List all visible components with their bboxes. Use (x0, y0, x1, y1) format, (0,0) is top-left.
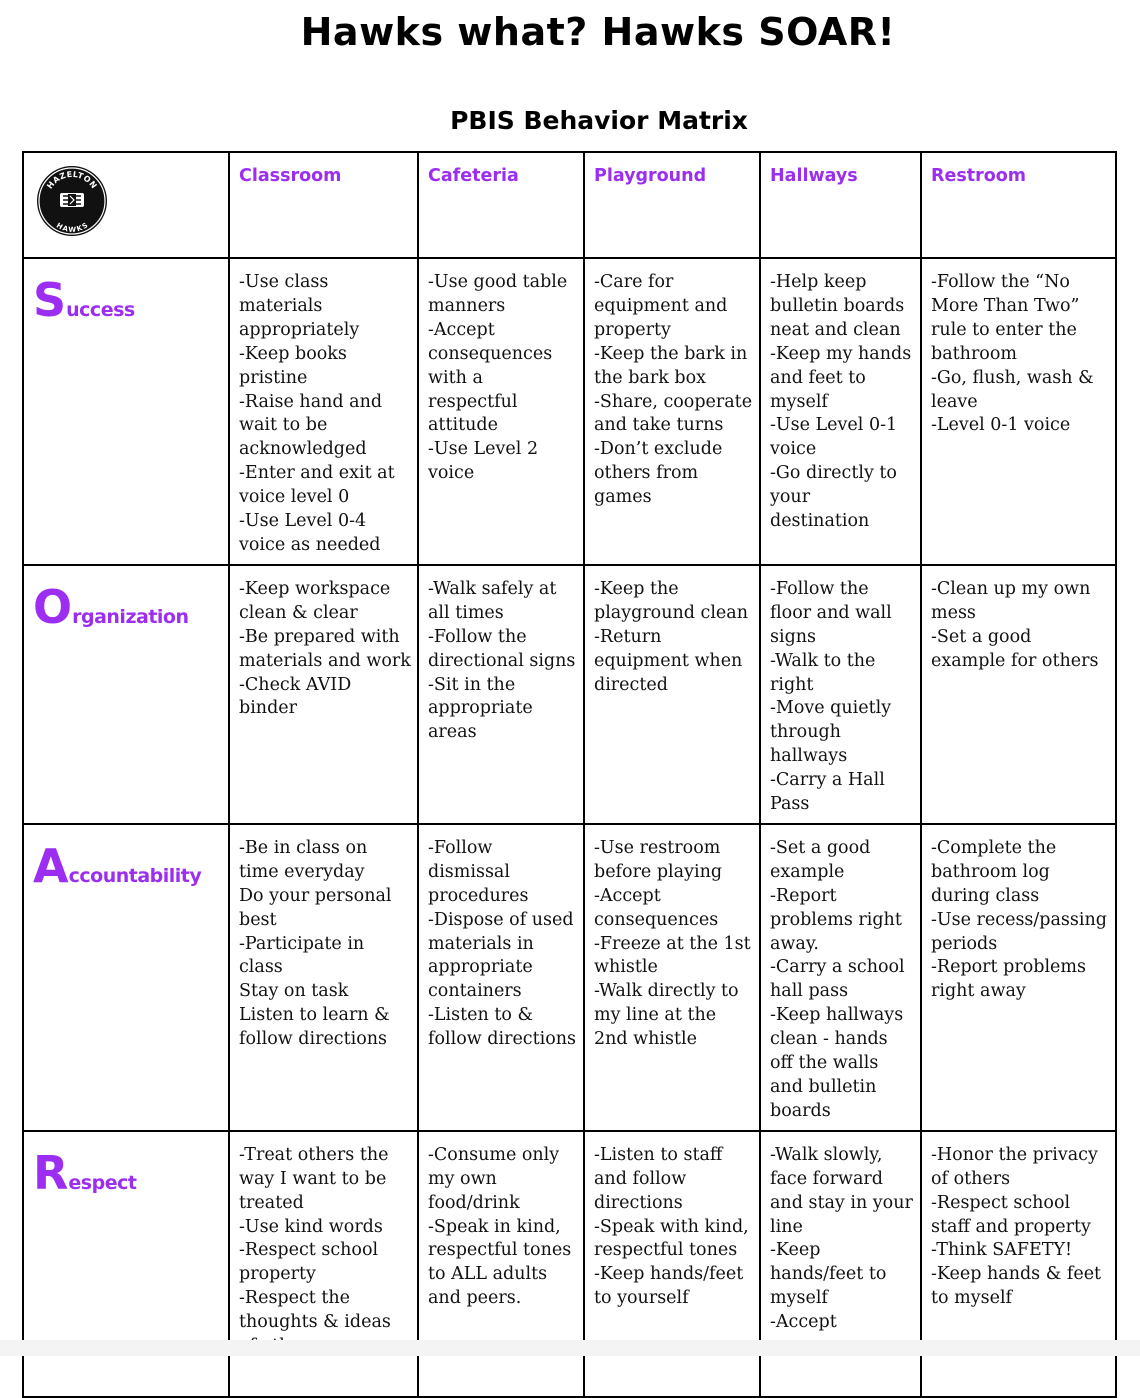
row-header-word: uccess (66, 299, 135, 321)
cell-cafeteria (418, 565, 584, 824)
expectation-item: -Follow dismissal procedures (428, 837, 529, 906)
cell-classroom (229, 1131, 418, 1397)
logo-top-text: HAZELTON (45, 169, 99, 191)
column-header-hallways: Hallways (760, 152, 921, 258)
expectation-item: -Use Level 0-4 voice as needed (239, 511, 381, 555)
expectation-item: Do your personal best (239, 885, 392, 930)
cell-playground (584, 258, 760, 565)
expectation-item: -Walk slowly, face forward and stay in your line (770, 1144, 913, 1237)
cell-classroom (229, 565, 418, 824)
expectation-item: -Walk directly to my line at the 2nd whistle (594, 981, 739, 1050)
expectation-item: -Keep my hands and feet to myself (770, 343, 912, 412)
cell-playground (584, 1131, 760, 1397)
expectation-item: -Set a good example for others (931, 626, 1099, 671)
expectation-item: -Use Level 0-1 voice (770, 415, 898, 460)
expectation-item: -Speak in kind, respectful tones to ALL adults and peers. (428, 1216, 572, 1309)
expectation-item: -Keep books pristine (239, 343, 347, 388)
expectation-item: -Keep hands/feet to yourself (594, 1264, 744, 1309)
row-header-letter: O (33, 579, 73, 634)
expectation-item: -Follow the directional signs (428, 626, 576, 671)
expectation-item: -Dispose of used materials in appropriate containers (428, 909, 574, 1002)
page-bottom-edge (0, 1340, 1140, 1356)
expectation-item: -Follow the “No More Than Two” rule to enter the bathroom (931, 272, 1080, 364)
cell-restroom (921, 258, 1116, 565)
expectation-item: -Use recess/passing periods (931, 909, 1107, 954)
expectation-item: -Be in class on time everyday (239, 837, 368, 882)
expectation-item: -Use class materials appropriately (239, 272, 360, 340)
expectation-item: Stay on task (239, 981, 349, 1002)
expectation-item: -Keep hands/feet to myself (770, 1240, 887, 1309)
matrix-row (23, 1131, 1116, 1397)
cell-hallways (760, 1131, 921, 1397)
expectation-item: -Listen to staff and follow directions (594, 1144, 723, 1213)
expectation-item: -Honor the privacy of others (931, 1144, 1098, 1189)
expectation-item: -Use restroom before playing (594, 837, 723, 882)
expectation-item: -Share, cooperate and take turns (594, 391, 753, 436)
cell-cafeteria (418, 258, 584, 565)
cell-hallways (760, 824, 921, 1131)
expectation-item: -Enter and exit at voice level 0 (239, 463, 395, 508)
matrix-subtitle: PBIS Behavior Matrix (450, 106, 748, 135)
page-title: Hawks what? Hawks SOAR! (300, 10, 896, 54)
expectation-item: -Report problems right away (931, 957, 1086, 1002)
expectation-item: -Consume only my own food/drink (428, 1144, 560, 1213)
logo-cell (23, 152, 229, 258)
expectation-item: -Don’t exclude others from games (594, 439, 723, 508)
matrix-row (23, 565, 1116, 824)
expectation-item: -Think SAFETY! (931, 1240, 1073, 1261)
expectation-item: -Accept consequences (594, 885, 719, 930)
expectation-item: -Follow the floor and wall signs (770, 578, 892, 647)
expectation-item: -Sit in the appropriate areas (428, 674, 533, 743)
expectation-item: -Raise hand and wait to be acknowledged (239, 391, 383, 460)
cell-cafeteria (418, 824, 584, 1131)
row-header-accountability (23, 824, 229, 1131)
expectation-item: -Move quietly through hallways (770, 698, 892, 767)
expectation-item: -Use Level 2 voice (428, 439, 539, 484)
row-header-letter: R (33, 1145, 69, 1200)
cell-classroom (229, 258, 418, 565)
expectation-item: -Speak with kind, respectful tones (594, 1216, 749, 1261)
cell-classroom (229, 824, 418, 1131)
school-seal-icon (36, 165, 108, 237)
matrix-row (23, 824, 1116, 1131)
expectation-item: -Accept consequences with a respectful attitude (428, 319, 553, 436)
expectation-item: -Accept (770, 1312, 837, 1333)
row-header-word: espect (68, 1171, 137, 1194)
expectation-item: -Report problems right away. (770, 885, 902, 954)
cell-playground (584, 565, 760, 824)
row-header-success (23, 258, 229, 565)
expectation-item: -Keep the bark in the bark box (594, 343, 748, 388)
cell-hallways (760, 258, 921, 565)
expectation-item: -Go, flush, wash & leave (931, 367, 1094, 412)
row-header-letter: S (33, 273, 67, 327)
row-header-word: rganization (72, 605, 189, 628)
expectation-item: -Care for equipment and property (594, 272, 728, 340)
expectation-item: -Complete the bathroom log during class (931, 837, 1057, 906)
expectation-item: -Treat others the way I want to be treated (239, 1144, 389, 1213)
expectation-item: -Help keep bulletin boards neat and clean (770, 272, 905, 340)
expectation-item: -Carry a school hall pass (770, 957, 905, 1002)
expectation-item: -Carry a Hall Pass (770, 770, 885, 815)
cell-hallways (760, 565, 921, 824)
column-header-restroom: Restroom (921, 152, 1116, 258)
expectation-item: Listen to learn & follow directions (239, 1005, 390, 1050)
column-header-cafeteria: Cafeteria (418, 152, 584, 258)
cell-restroom (921, 824, 1116, 1131)
matrix-row (23, 258, 1116, 565)
expectation-item: -Walk safely at all times (428, 578, 557, 623)
expectation-item: -Level 0-1 voice (931, 415, 1071, 436)
expectation-item: -Clean up my own mess (931, 578, 1091, 623)
expectation-item: -Keep the playground clean (594, 578, 748, 623)
expectation-item: -Respect school property (239, 1240, 379, 1285)
behavior-matrix-table (22, 151, 1117, 1398)
expectation-item: -Check AVID binder (239, 674, 352, 719)
expectation-item: -Go directly to your destination (770, 463, 897, 532)
cell-cafeteria (418, 1131, 584, 1397)
cell-restroom (921, 1131, 1116, 1397)
expectation-item: -Return equipment when directed (594, 626, 743, 695)
expectation-item: -Be prepared with materials and work (239, 626, 411, 671)
row-header-organization (23, 565, 229, 824)
cell-playground (584, 824, 760, 1131)
cell-restroom (921, 565, 1116, 824)
row-header-word: ccountability (68, 864, 202, 887)
logo-bottom-text: HAWKS (54, 221, 90, 234)
row-header-letter: A (33, 838, 69, 893)
expectation-item: -Use good table manners (428, 272, 568, 316)
expectation-item: -Keep hands & feet to myself (931, 1264, 1102, 1309)
expectation-item: -Listen to & follow directions (428, 1005, 577, 1050)
expectation-item: -Participate in class (239, 933, 365, 978)
expectation-item: -Respect school staff and property (931, 1192, 1091, 1237)
row-header-respect (23, 1131, 229, 1397)
header-row (23, 152, 1116, 258)
column-header-classroom: Classroom (229, 152, 418, 258)
expectation-item: -Freeze at the 1st whistle (594, 933, 751, 978)
expectation-item: -Keep hallways clean - hands off the walls and bulletin boards (770, 1005, 904, 1121)
expectation-item: -Use kind words (239, 1216, 383, 1237)
expectation-item: -Respect the thoughts & ideas (239, 1288, 391, 1333)
expectation-item: -Walk to the right (770, 650, 876, 695)
expectation-item: -Set a good example (770, 837, 871, 882)
column-header-playground: Playground (584, 152, 760, 258)
expectation-item: -Keep workspace clean & clear (239, 578, 391, 623)
